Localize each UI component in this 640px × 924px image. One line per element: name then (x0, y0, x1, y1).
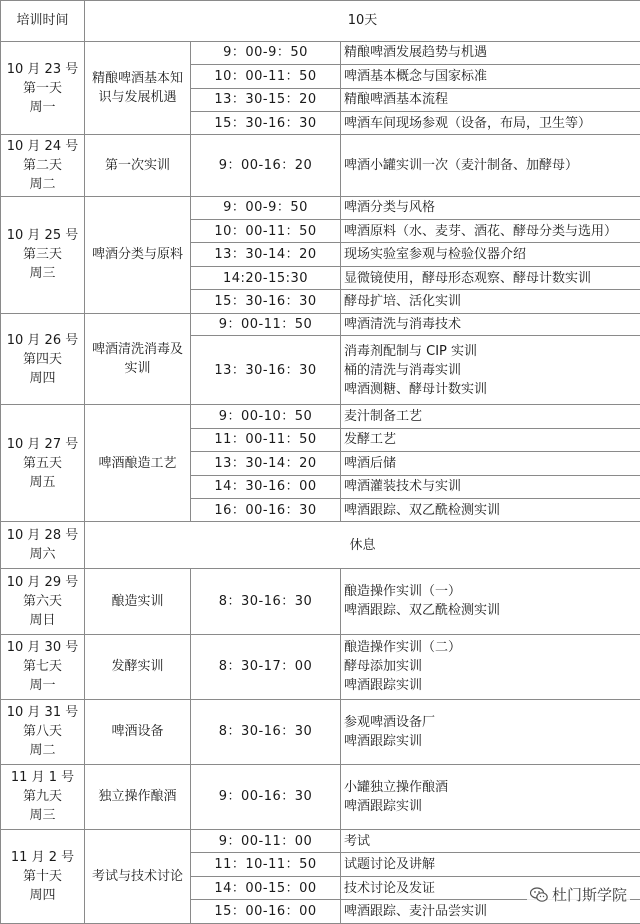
activity-item: 啤酒小罐实训一次（麦汁制备、加酵母） (344, 158, 579, 173)
activity-cell (341, 634, 640, 699)
activity-cell (341, 699, 640, 764)
topic-cell: 考试与技术讨论 (85, 830, 191, 924)
time-cell: 8：30-16：30 (191, 569, 341, 634)
activity-cell (341, 313, 640, 335)
day-cell (1, 313, 85, 405)
topic-cell: 独立操作酿酒 (85, 764, 191, 829)
day-line: 周日 (29, 612, 56, 628)
activity-item: 啤酒灌装技术与实训 (344, 479, 462, 495)
wechat-icon (530, 887, 548, 903)
day-line: 第四天 (22, 351, 62, 367)
time-cell: 8：30-16：30 (191, 699, 341, 764)
activity-item: 酵母扩培、活化实训 (344, 293, 462, 309)
activity-item: 啤酒基本概念与国家标准 (344, 68, 488, 84)
activity-item: 啤酒清洗与消毒技术 (344, 316, 462, 332)
activity-cell (341, 830, 640, 853)
time-cell: 9：00-16：30 (191, 764, 341, 829)
day-line: 第八天 (22, 724, 62, 740)
activity-cell (341, 452, 640, 475)
activity-item: 啤酒后储 (344, 455, 397, 471)
activity-item: 啤酒测糖、酵母计数实训 (344, 381, 488, 397)
rest-cell: 休息 (85, 522, 640, 569)
day-line: 10 月 29 号 (6, 574, 79, 590)
table-row (1, 699, 640, 764)
time-cell: 14：30-16：00 (191, 475, 341, 498)
table-row (1, 196, 640, 219)
topic-cell: 酿造实训 (85, 569, 191, 634)
activity-cell (341, 336, 640, 405)
header-row (1, 1, 640, 42)
time-cell: 8：30-17：00 (191, 634, 341, 699)
activity-cell (341, 290, 640, 313)
activity-item: 啤酒跟踪、双乙酰检测实训 (344, 603, 501, 619)
day-line: 10 月 23 号 (6, 61, 79, 77)
activity-cell (341, 499, 640, 522)
day-cell (1, 522, 85, 569)
activity-item: 精酿啤酒基本流程 (344, 92, 449, 108)
time-cell: 15：30-16：30 (191, 290, 341, 313)
activity-item: 啤酒车间现场参观（设备，布局，卫生等） (344, 115, 592, 131)
activity-cell (341, 569, 640, 634)
topic-cell: 发酵实训 (85, 634, 191, 699)
time-cell: 10：00-11：50 (191, 219, 341, 242)
activity-cell (341, 41, 640, 64)
day-line: 第六天 (22, 593, 62, 609)
activity-cell (341, 196, 640, 219)
day-line: 10 月 30 号 (6, 640, 79, 656)
activity-item: 啤酒跟踪、麦汁品尝实训 (344, 904, 488, 920)
activity-item: 啤酒跟踪实训 (344, 678, 423, 694)
activity-item: 小罐独立操作酿酒 (344, 779, 449, 795)
activity-item: 啤酒跟踪实训 (344, 798, 423, 814)
day-line: 10 月 31 号 (6, 705, 79, 721)
table-row (1, 313, 640, 335)
day-line: 周四 (29, 888, 56, 904)
activity-cell (341, 475, 640, 498)
day-cell (1, 135, 85, 196)
activity-item: 啤酒跟踪实训 (344, 733, 423, 749)
day-line: 10 月 25 号 (6, 228, 79, 244)
activity-item: 精酿啤酒发展趋势与机遇 (344, 45, 488, 61)
day-line: 周三 (29, 808, 56, 824)
day-cell (1, 634, 85, 699)
activity-item: 啤酒跟踪、双乙酰检测实训 (344, 502, 501, 518)
time-cell: 9：00-9：50 (191, 41, 341, 64)
day-line: 第七天 (22, 659, 62, 675)
activity-item: 显微镜使用，酵母形态观察、酵母计数实训 (344, 270, 592, 286)
activity-item: 酿造操作实训（一） (344, 584, 462, 600)
activity-cell (341, 764, 640, 829)
day-cell (1, 699, 85, 764)
day-line: 周一 (29, 678, 56, 694)
activity-item: 消毒剂配制与 CIP 实训 (344, 343, 478, 359)
activity-item: 考试 (344, 833, 371, 849)
activity-item: 麦汁制备工艺 (344, 409, 423, 425)
activity-item: 啤酒原料（水、麦芽、酒花、酵母分类与选用） (344, 223, 618, 239)
day-line: 10 月 24 号 (6, 139, 79, 154)
time-cell: 15：30-16：30 (191, 112, 341, 135)
table-row (1, 569, 640, 634)
table-row (1, 135, 640, 196)
day-line: 周二 (29, 743, 56, 759)
time-cell: 9：00-16：20 (191, 135, 341, 196)
activity-item: 啤酒分类与风格 (344, 200, 436, 216)
time-cell: 13：30-16：30 (191, 336, 341, 405)
day-cell (1, 405, 85, 522)
day-cell (1, 830, 85, 924)
day-line: 第一天 (22, 80, 62, 96)
day-line: 周六 (29, 547, 56, 563)
time-cell: 13：30-14：20 (191, 452, 341, 475)
time-cell: 9：00-10：50 (191, 405, 341, 428)
watermark-text: 杜门斯学院 (551, 886, 627, 904)
table-row (1, 41, 640, 64)
table-row (1, 634, 640, 699)
topic-cell: 啤酒设备 (85, 699, 191, 764)
activity-item: 现场实验室参观与检验仪器介绍 (344, 247, 527, 263)
activity-cell (341, 266, 640, 289)
topic-cell: 啤酒酿造工艺 (85, 405, 191, 522)
day-line: 11 月 1 号 (10, 770, 75, 786)
time-cell: 14：00-15：00 (191, 876, 341, 899)
watermark (527, 883, 630, 906)
time-cell: 14:20-15:30 (191, 266, 341, 289)
activity-item: 参观啤酒设备厂 (344, 714, 436, 730)
activity-cell (341, 243, 640, 266)
day-line: 第九天 (22, 789, 62, 805)
time-cell: 9：00-9：50 (191, 196, 341, 219)
time-cell: 11：10-11：50 (191, 853, 341, 876)
activity-item: 酵母添加实训 (344, 659, 423, 675)
day-line: 10 月 26 号 (6, 332, 79, 348)
activity-cell (341, 405, 640, 428)
activity-item: 发酵工艺 (344, 432, 397, 448)
day-cell (1, 41, 85, 135)
day-line: 第五天 (22, 455, 62, 471)
time-cell: 15：00-16：00 (191, 900, 341, 924)
topic-cell: 精酿啤酒基本知识与发展机遇 (85, 41, 191, 135)
table-row (1, 764, 640, 829)
topic-cell: 啤酒清洗消毒及实训 (85, 313, 191, 405)
time-cell: 10：00-11：50 (191, 65, 341, 88)
activity-cell (341, 88, 640, 111)
day-line: 第二天 (22, 158, 62, 173)
activity-item: 技术讨论及发证 (344, 880, 436, 896)
day-line: 10 月 27 号 (6, 436, 79, 452)
day-line: 周一 (29, 99, 56, 115)
day-cell (1, 764, 85, 829)
topic-cell: 啤酒分类与原料 (85, 196, 191, 313)
day-cell (1, 196, 85, 313)
activity-item: 桶的清洗与消毒实训 (344, 362, 462, 378)
activity-cell (341, 428, 640, 451)
day-line: 周二 (29, 177, 56, 192)
activity-cell (341, 65, 640, 88)
time-cell: 11：00-11：50 (191, 428, 341, 451)
header-training-time: 培训时间 (1, 1, 85, 42)
day-line: 10 月 28 号 (6, 528, 79, 544)
day-line: 第三天 (22, 247, 62, 263)
activity-cell (341, 135, 640, 196)
time-cell: 9：00-11：50 (191, 313, 341, 335)
header-duration: 10天 (85, 1, 640, 42)
activity-item: 试题讨论及讲解 (344, 857, 436, 873)
activity-cell (341, 112, 640, 135)
activity-cell (341, 219, 640, 242)
day-line: 第十天 (22, 869, 62, 885)
time-cell: 9：00-11：00 (191, 830, 341, 853)
table-row (1, 405, 640, 428)
time-cell: 16：00-16：30 (191, 499, 341, 522)
topic-cell: 第一次实训 (85, 135, 191, 196)
day-line: 周四 (29, 370, 56, 386)
table-row (1, 522, 640, 569)
time-cell: 13：30-15：20 (191, 88, 341, 111)
day-line: 周三 (29, 266, 56, 282)
day-line: 11 月 2 号 (10, 850, 75, 866)
activity-cell (341, 853, 640, 876)
table-row (1, 830, 640, 853)
day-line: 周五 (29, 474, 56, 490)
day-cell (1, 569, 85, 634)
activity-item: 酿造操作实训（二） (344, 640, 462, 656)
time-cell: 13：30-14：20 (191, 243, 341, 266)
